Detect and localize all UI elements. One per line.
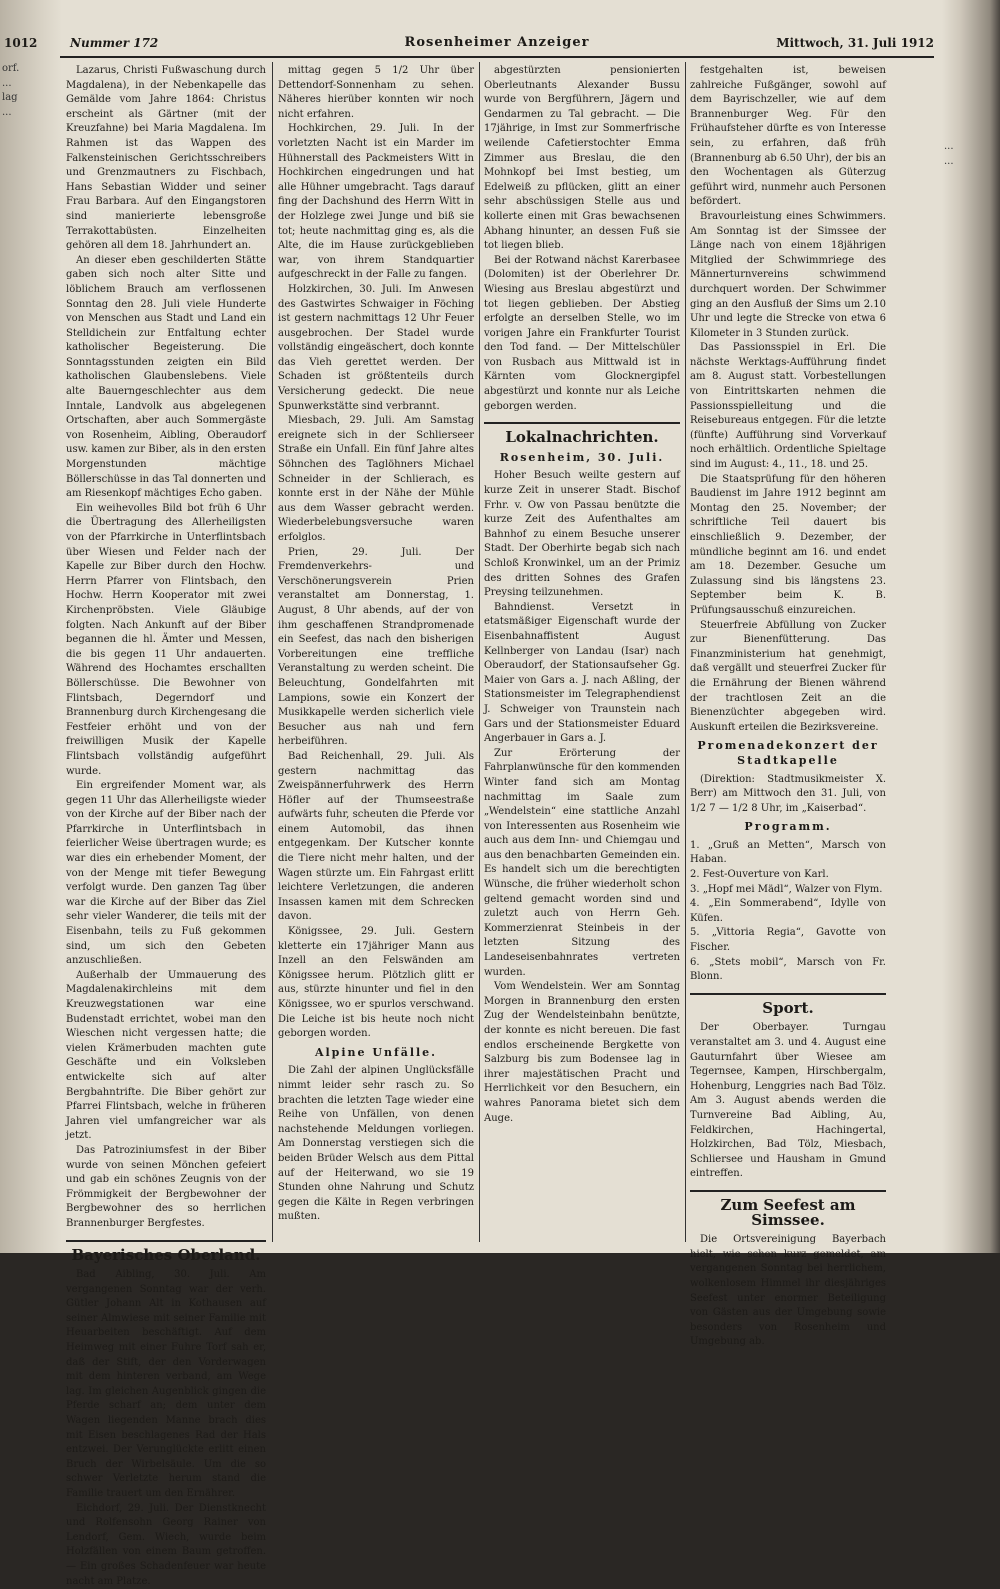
article-paragraph: Ein weihevolles Bild bot früh 6 Uhr die Übertragung des Allerheiligsten von der Pfarrkirche in Unterflintsbach über Wiesen und Felder nach der Kapelle zur Biber durch den Hochw. Herrn Pfarrer von Flintsbach, den Hochw. Herrn Kooperator mit zwei Kirchenpröbsten. Viele Gläubige folgten. Nach Ankunft auf der Biber begannen die hl. Ämter und Messen, die bis gegen 11 Uhr andauerten. Während des Hochamtes erschallten Böllerschüsse. Die Bewohner von Flintsbach, Degerndorf und Brannenburg durch Kirchengesang die Festfeier erhöht und von der freiwilligen Musik der Kapelle Flintsbach vollständig aufgeführt wurde. bbox=[66, 502, 266, 777]
column-1 bbox=[66, 64, 266, 1587]
issue-number: Nummer 172 bbox=[70, 36, 159, 50]
article-paragraph: abgestürzten pensionierten Oberleutnants Alexander Bussu wurde von Bergführern, Jägern und Gendarmen zu Tal gebracht. — Die 17jährige, in Imst zur Sommerfrische weilende Cafetierstochter Emma Zimmer aus Breslau, die den Mohnkopf bei Imst bestieg, um Edelweiß zu pflücken, glitt an einer sehr abschüssigen Stelle aus und kollerte einen mit Gras bewachsenen Abhang hinunter, an dessen Fuß sie tot liegen blieb. bbox=[484, 65, 680, 252]
section-heading-sport: Sport. bbox=[690, 993, 886, 1016]
column-rule bbox=[479, 62, 480, 1242]
article-paragraph: Prien, 29. Juli. Der Fremdenverkehrs- und Verschönerungsverein Prien veranstaltet am Donnerstag, 1. August, 8 Uhr abends, auf der von ihm geschaffenen Strandpromenade ein Seefest, das nach den bisherigen Vorbereitungen eine treffliche Veranstaltung zu werden scheint. Die Beleuchtung, Gondelfahrten mit Lampions, sowie ein Konzert der Musikkapelle werden sicherlich viele Besucher aus nah und fern herbeiführen. bbox=[278, 546, 474, 748]
left-edge-fragment: orf. ... lag ... bbox=[2, 63, 20, 118]
article-paragraph: Holzkirchen, 30. Juli. Im Anwesen des Gastwirtes Schwaiger in Föching ist gestern nachmittags 12 Uhr Feuer ausgebrochen. Der Stadel wurde vollständig eingeäschert, doch konnte das Vieh gerettet werden. Der Schaden ist größtenteils durch Versicherung gedeckt. Die neue Spunwerkstätte sind verbrannt. bbox=[278, 283, 474, 412]
article-paragraph: Bahndienst. Versetzt in etatsmäßiger Eigenschaft wurde der Eisenbahnaffistent August Kellnberger von Landau (Isar) nach Oberaudorf, der Stationsaufseher Gg. Maier von Gars a. J. nach Aßling, der Stationsmeister im Telegraphendienst J. Schweiger von Traunstein nach Gars und der Stationsmeister Eduard Angerbauer in Gars a. J. bbox=[484, 601, 680, 745]
article-paragraph: Lazarus, Christi Fußwaschung durch Magdalena), in der Nebenkapelle das Gemälde vom Jahre 1864: Christus erscheint als Gärtner (mit der Kreuzfahne) bei Maria Magdalena. Im Rahmen ist das Wappen des Falkensteinischen Gerichtsschreibers und Grenzmautners zu Fischbach, Hans Sebastian Widder und seiner Frau Barbara. Auf den Eingangstoren sind manierierte lebensgroße Terrakottabüsten. Einzelheiten gehören all dem 18. Jahrhundert an. bbox=[66, 65, 266, 252]
article-paragraph: An dieser eben geschilderten Stätte gaben sich noch alter Sitte und löblichem Brauch am verflossenen Sonntag den 28. Juli viele Hunderte von Menschen aus Stadt und Land ein Stelldichein zur Entfaltung echter katholischer Begeisterung. Die Sonntagsstunden zeigten ein Bild katholischen Glaubenslebens. Viele alte Bauerngeschlechter aus dem Inntale, Landvolk aus abgelegenen Ortschaften, aber auch Sommergäste von Rosenheim, Aibling, Oberaudorf usw. kamen zur Biber, als in den ersten Morgenstunden mächtige Böllerschüsse in das Tal donnerten und am Riesenkopf mächtiges Echo gaben. bbox=[66, 254, 266, 500]
program-label: Programm. bbox=[744, 820, 832, 834]
column-rule bbox=[685, 62, 686, 1242]
program-item: 3. „Hopf mei Mädl“, Walzer von Flym. bbox=[690, 883, 883, 895]
issue-date: Mittwoch, 31. Juli 1912 bbox=[776, 36, 934, 50]
program-item: 4. „Ein Sommerabend“, Idylle von Küfen. bbox=[690, 898, 886, 924]
article-paragraph: Der Oberbayer. Turngau veranstaltet am 3. und 4. August eine Gauturnfahrt über Wiesee am Tegernsee, Kampen, Hirschbergalm, Hohenburg, Lenggries nach Bad Tölz. Am 3. August abends werden die Turnvereine Bad Aibling, Au, Feldkirchen, Hachingertal, Holzkirchen, Bad Tölz, Miesbach, Schliersee und Hausham in Gmund eintreffen. bbox=[690, 1022, 886, 1180]
article-paragraph: Die Staatsprüfung für den höheren Baudienst im Jahre 1912 beginnt am Montag den 25. November; der schriftliche Teil dauert bis einschließlich 9. Dezember, der mündliche beginnt am 16. und endet am 18. Dezember. Gesuche um Zulassung sind bis längstens 23. September beim K. B. Prüfungsausschuß einzureichen. bbox=[690, 473, 886, 616]
article-paragraph: Bad Aibling, 30. Juli. Am vergangenen Sonntag war der verh. Gütler Johann Alt in Kothausen auf seiner Almwiese mit seiner Familie mit Heuarbeiten beschäftigt. Auf dem Heimweg mit einer Fuhre Torf sah er, daß der Stift, der den Vorderwagen mit dem hinteren verband, am Wege lag. Im gleichen Augenblick gingen die Pferde scharf an; dem unter dem Wagen liegenden Manne brach dies mit Eisen beschlagenes Rad der Hals entzwei. Der Verunglückte erlitt einen Bruch der Wirbelsäule. Um die so schwer Verletzte herum stand die Familie trauert um den Ernährer. bbox=[66, 1269, 266, 1499]
article-paragraph: Das Passionsspiel in Erl. Die nächste Werktags-Aufführung findet am 8. August statt. Vorbestellungen von Eintrittskarten nehmen die Passionsspielleitung und die Reisebureaus entgegen. Für die letzte (fünfte) Aufführung sind Vorverkauf noch erhältlich. Ordentliche Spieltage sind im August: 4., 11., 18. und 25. bbox=[690, 342, 886, 471]
concert-program bbox=[690, 839, 886, 985]
article-paragraph: Die Ortsvereinigung Bayerbach hielt, wie schon kurz gemeldet, am vergangenen Sonntag bei herrlichem, wolkenlosem Himmel ihr diesjähriges Seefest unter enormer Beteiligung von Gästen aus der Umgebung sowie besonders von Rosenheim und Umgebung ab. bbox=[690, 1234, 886, 1348]
article-paragraph: Das Patroziniumsfest in der Biber wurde von seinen Mönchen gefeiert und gab ein schönes Zeugnis von der Frömmigkeit der Bergbewohner der Bergbewohner des so herrlichen Brannenburger Bergfestes. bbox=[66, 1144, 266, 1229]
article-paragraph: festgehalten ist, beweisen zahlreiche Fußgänger, sowohl auf dem Bayrischzeller, wie auf dem Brannenburger Weg. Für den Frühaufsteher dürfte es von Interesse sein, zu erfahren, daß früh (Brannenburg ab 6.50 Uhr), der bis an den Wochentagen als Güterzug geführt wird, nunmehr auch Personen befördert. bbox=[690, 65, 886, 208]
dateline: Rosenheim, 30. Juli. bbox=[499, 450, 665, 464]
article-paragraph: Ein ergreifender Moment war, als gegen 11 Uhr das Allerheiligste wieder von der Kirche auf der Biber nach der Pfarrkirche in Unterflintsbach in feierlicher Weise übertragen wurde; es war dies ein erhebender Moment, der von der Menge mit tiefer Bewegung verfolgt wurde. Den ganzen Tag über war die Kirche auf der Biber das Ziel sehr vieler Wanderer, die teils mit der Eisenbahn, teils zu Fuß gekommen sind, um sich den Gebeten anzuschließen. bbox=[66, 780, 266, 967]
article-paragraph: Eichdorf, 29. Juli. Der Dienstknecht und Rolfensohn Georg Rainer von Lendorf, Gem. Wiech, wurde beim Holzfällen von einem Baum getroffen. — Ein großes Schadenfeuer war heute nacht am Platze. bbox=[66, 1502, 266, 1587]
article-paragraph: Bei der Rotwand nächst Karerbasee (Dolomiten) ist der Oberlehrer Dr. Wiesing aus Breslau abgestürzt und tot liegen geblieben. Der Abstieg erfolgte an derselben Stelle, wo im vorigen Jahre ein Frankfurter Tourist den Tod fand. — Der Mittelschüler von Rusbach aus Mittwald ist in Kärnten vom Glocknergipfel abgestürzt und konnte nur als Leiche geborgen werden. bbox=[484, 254, 680, 412]
program-item: 5. „Vittoria Regia“, Gavotte von Fischer. bbox=[690, 927, 886, 954]
article-paragraph: Hochkirchen, 29. Juli. In der vorletzten Nacht ist ein Marder im Hühnerstall des Packmeisters Witt in Hochkirchen eingedrungen und hat alle Hühner umgebracht. Tags darauf fing der Dachshund des Herrn Witt in der Holzlege zwei Junge und biß sie tot; heute nachmittag ging es, als die Alte, die im Hause zurückgeblieben war, von ihrem Standquartier aufgeschreckt in der Falle zu fangen. bbox=[278, 123, 474, 281]
program-item: 1. „Gruß an Metten“, Marsch von Haban. bbox=[690, 839, 886, 866]
section-heading-local-news: Lokalnachrichten. bbox=[484, 422, 680, 445]
section-heading-seefest: Zum Seefest am Simssee. bbox=[690, 1190, 886, 1227]
program-item: 6. „Stets mobil“, Marsch von Fr. Blonn. bbox=[690, 956, 886, 983]
page-header bbox=[60, 32, 934, 58]
article-paragraph: mittag gegen 5 1/2 Uhr über Dettendorf-Sonnenham zu sehen. Näheres hierüber konnten wir noch nicht erfahren. bbox=[278, 65, 474, 120]
column-rule bbox=[272, 62, 273, 1242]
article-paragraph: Zur Erörterung der Fahrplanwünsche für den kommenden Winter fand sich am Montag nachmittag im Saale zum „Wendelstein“ eine stattliche Anzahl von Interessenten aus Rosenheim wie auch aus dem Inn- und Chiemgau und aus den benachbarten Gemeinden ein. Es handelt sich um die berechtigten Wünsche, die früher wiederholt schon geltend gemacht worden sind und zuletzt auch von Herrn Geh. Kommerzienrat Steinbeis in der letzten Sitzung des Landeseisenbahnrates vertreten wurden. bbox=[484, 747, 680, 978]
concert-title: Promenadekonzert der Stadtkapelle bbox=[697, 739, 879, 767]
article-paragraph: Bad Reichenhall, 29. Juli. Als gestern nachmittag das Zweispännerfuhrwerk des Herrn Höfler auf der Thumseestraße aufwärts fuhr, scheuten die Pferde vor einem Automobil, das ihnen entgegenkam. Der Kutscher konnte die Tiere nicht mehr halten, und der Wagen stürzte um. Ein Fahrgast erlitt leichtere Verletzungen, die anderen Insassen kamen mit dem Schrecken davon. bbox=[278, 750, 474, 923]
article-paragraph: Steuerfreie Abfüllung von Zucker zur Bienenfütterung. Das Finanzministerium hat genehmigt, daß vergällt und steuerfrei Zucker für die Ernährung der Bienen während der trachtlosen Zeit an die Bienenzüchter abgegeben wird. Auskunft erteilen die Bezirksvereine. bbox=[690, 619, 886, 733]
masthead: Rosenheimer Anzeiger bbox=[404, 35, 590, 50]
page-number: 1012 bbox=[4, 36, 38, 50]
column-3 bbox=[484, 64, 680, 1244]
program-item: 2. Fest-Ouverture von Karl. bbox=[690, 869, 829, 881]
article-paragraph: Hoher Besuch weilte gestern auf kurze Zeit in unserer Stadt. Bischof Frhr. v. Ow von Passau benützte die kurze Zeit des Aufenthaltes am Bahnhof zu einem Besuche unserer Stadt. Der Oberhirte begab sich nach Schloß Kronwinkel, um an der Primiz des dritten Sohnes des Grafen Preysing teilzunehmen. bbox=[484, 470, 680, 599]
article-paragraph: Die Zahl der alpinen Unglücksfälle nimmt leider sehr rasch zu. So brachten die letzten Tage wieder eine Reihe von Unfällen, von denen nachstehende Meldungen vorliegen. Am Donnerstag verstiegen sich die beiden Brüder Welsch aus dem Pittal auf der Heiterwand, wo sie 19 Stunden ohne Nahrung und Schutz gegen die Kälte in Regen verbringen mußten. bbox=[278, 1065, 474, 1223]
article-paragraph: Königssee, 29. Juli. Gestern kletterte ein 17jähriger Mann aus Inzell an den Felswänden am Königssee herum. Plötzlich glitt er aus, stürzte hinunter und fiel in den Königssee, wo er spurlos verschwand. Die Leiche ist bis heute noch nicht geborgen worden. bbox=[278, 926, 474, 1040]
article-paragraph: Miesbach, 29. Juli. Am Samstag ereignete sich in der Schlierseer Straße ein Unfall. Ein fünf Jahre altes Söhnchen des Taglöhners Michael Schneider in der Schlierach, es konnte erst in der Nähe der Mühle aus dem Wasser gebracht werden. Wiederbelebungsversuche waren erfolglos. bbox=[278, 415, 474, 543]
article-paragraph: Außerhalb der Ummauerung des Magdalenakirchleins mit dem Kreuzwegstationen war eine Budenstadt errichtet, wobei man den Wieschen nicht vergessen hatte; die vielen Krämerbuden machten gute Geschäfte und ein Volksleben entwickelte sich auf alter Bergbahntrifte. Die Biber gehört zur Pfarrei Flintsbach, welche in früheren Jahren viel umfangreicher war als jetzt. bbox=[66, 969, 266, 1142]
column-4 bbox=[690, 64, 886, 1348]
article-paragraph: Vom Wendelstein. Wer am Sonntag Morgen in Brannenburg den ersten Zug der Wendelsteinbahn benützte, der konnte es nicht bereuen. Die fast endlos erscheinende Bergkette von Salzburg bis zum Bodensee lag in ihrer majestätischen Pracht und Herrlichkeit vor den Besuchern, ein wahres Panorama bietet sich dem Auge. bbox=[484, 981, 680, 1124]
column-2 bbox=[278, 64, 474, 1244]
article-paragraph: Bravourleistung eines Schwimmers. Am Sonntag ist der Simssee der Länge nach von einem 18jährigen Mitglied der Schwimmriege des Männerturnvereins schwimmend durchquert worden. Der Schwimmer ging an den Ausfluß der Sims um 2.10 Uhr und legte die Strecke von etwa 6 Kilometer in 3 Stunden zurück. bbox=[690, 210, 886, 339]
right-edge-fragment: ... ... bbox=[944, 141, 954, 167]
section-heading-oberland: Bayerisches Oberland. bbox=[66, 1240, 266, 1263]
subheading-alpine-accidents: Alpine Unfälle. bbox=[314, 1045, 438, 1059]
concert-info: (Direktion: Stadtmusikmeister X. Berr) am Mittwoch den 31. Juli, von 1/2 7 — 1/2 8 Uhr, im „Kaiserbad“. bbox=[690, 773, 886, 814]
